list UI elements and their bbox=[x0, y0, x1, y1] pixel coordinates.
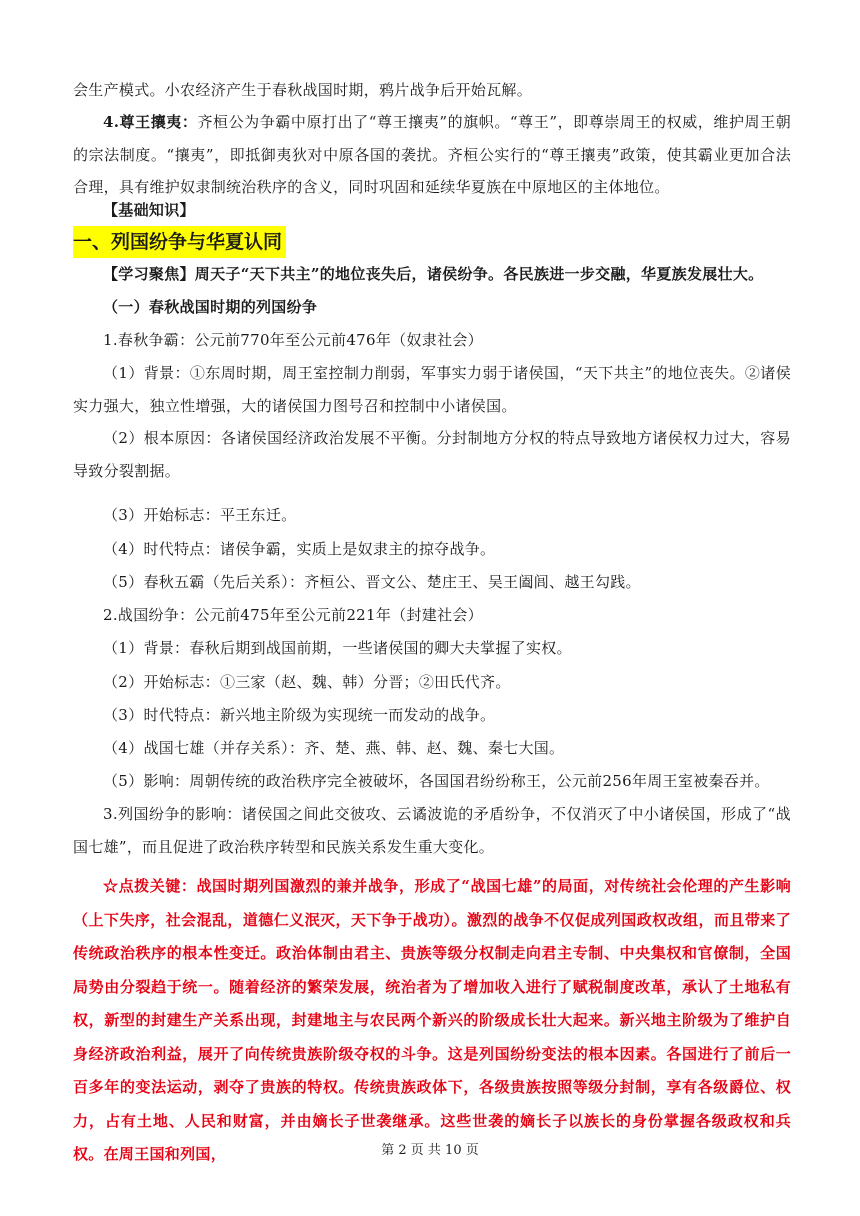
top-line: 会生产模式。小农经济产生于春秋战国时期，鸦片战争后开始瓦解。 bbox=[73, 81, 533, 99]
section-title: 一、列国纷争与华夏认同 bbox=[73, 226, 286, 258]
zhanguo-item: （4）战国七雄（并存关系）：齐、楚、燕、韩、赵、魏、秦七大国。 bbox=[103, 739, 565, 757]
zhanguo-item: （2）开始标志：①三家（赵、魏、韩）分晋；②田氏代齐。 bbox=[103, 673, 511, 691]
chunqiu-item: （1）背景：①东周时期，周王室控制力削弱，军事实力弱于诸侯国，“天下共主”的地位丧失。②诸侯实力强大，独立性增强，大的诸侯国力图号召和控制中小诸侯国。 bbox=[73, 364, 791, 415]
zhanguo-item: （5）影响：周朝传统的政治秩序完全被破坏，各国国君纷纷称王，公元前256年周王室被秦吞并。 bbox=[103, 772, 770, 790]
chunqiu-title: 1.春秋争霸：公元前770年至公元前476年（奴隶社会） bbox=[103, 331, 483, 349]
page-number-footer: 第 2 页 共 10 页 bbox=[381, 1143, 479, 1158]
zhanguo-item: （3）时代特点：新兴地主阶级为实现统一而发动的战争。 bbox=[103, 706, 496, 724]
chunqiu-item: （3）开始标志：平王东迁。 bbox=[103, 506, 297, 524]
subsection-title: （一）春秋战国时期的列国纷争 bbox=[103, 298, 318, 316]
zunwang-text: 齐桓公为争霸中原打出了“尊王攘夷”的旗帜。“尊王”，即尊崇周王的权威，维护周王朝的宗法制度。“攘夷”，即抵御夷狄对中原各国的袭扰。齐桓公实行的“尊王攘夷”政策，使其霸业更加合法合理，具有维护奴隶制统治秩序的含义，同时巩固和延续华夏族在中原地区的主体地位。 bbox=[73, 113, 791, 196]
zhanguo-item: （1）背景：春秋后期到战国前期，一些诸侯国的卿大夫掌握了实权。 bbox=[103, 639, 572, 657]
chunqiu-item: （4）时代特点：诸侯争霸，实质上是奴隶主的掠夺战争。 bbox=[103, 540, 496, 558]
key-point-paragraph: ☆点拨关键：战国时期列国激烈的兼并战争，形成了“战国七雄”的局面，对传统社会伦理的产生影响（上下失序，社会混乱，道德仁义泯灭，天下争于战功）。激烈的战争不仅促成列国政权改组，而且带来了传统政治秩序的根本性变迁。政治体制由君主、贵族等级分权制走向君主专制、中央集权和官僚制，全国局势由分裂趋于统一。随着经济的繁荣发展，统治者为了增加收入进行了赋税制度改革，承认了土地私有权，新型的封建生产关系出现，封建地主与农民两个新兴的阶级成长壮大起来。新兴地主阶级为了维护自身经济政治利益，展开了向传统贵族阶级夺权的斗争。这是列国纷纷变法的根本因素。各国进行了前后一百多年的变法运动，剥夺了贵族的特权。传统贵族政体下，各级贵族按照等级分封制，享有各级爵位、权力，占有土地、人民和财富，并由嫡长子世袭继承。这些世袭的嫡长子以族长的身份掌握各级政权和兵权。在周王国和列国， bbox=[73, 877, 791, 1163]
zunwang-label: 4.尊王攘夷： bbox=[103, 113, 198, 131]
influence-paragraph: 3.列国纷争的影响：诸侯国之间此交彼攻、云谲波诡的矛盾纷争，不仅消灭了中小诸侯国，形成了“战国七雄”，而且促进了政治秩序转型和民族关系发生重大变化。 bbox=[73, 805, 791, 856]
chunqiu-item: （5）春秋五霸（先后关系）：齐桓公、晋文公、楚庄王、吴王阖闾、越王勾践。 bbox=[103, 573, 641, 591]
zhanguo-title: 2.战国纷争：公元前475年至公元前221年（封建社会） bbox=[103, 606, 483, 624]
zunwang-paragraph bbox=[73, 106, 791, 204]
basic-knowledge-label: 【基础知识】 bbox=[103, 201, 195, 219]
chunqiu-item: （2）根本原因：各诸侯国经济政治发展不平衡。分封制地方分权的特点导致地方诸侯权力过大，容易导致分裂割据。 bbox=[73, 429, 791, 480]
learning-focus: 【学习聚焦】周天子“天下共主”的地位丧失后，诸侯纷争。各民族进一步交融，华夏族发展壮大。 bbox=[103, 265, 764, 283]
